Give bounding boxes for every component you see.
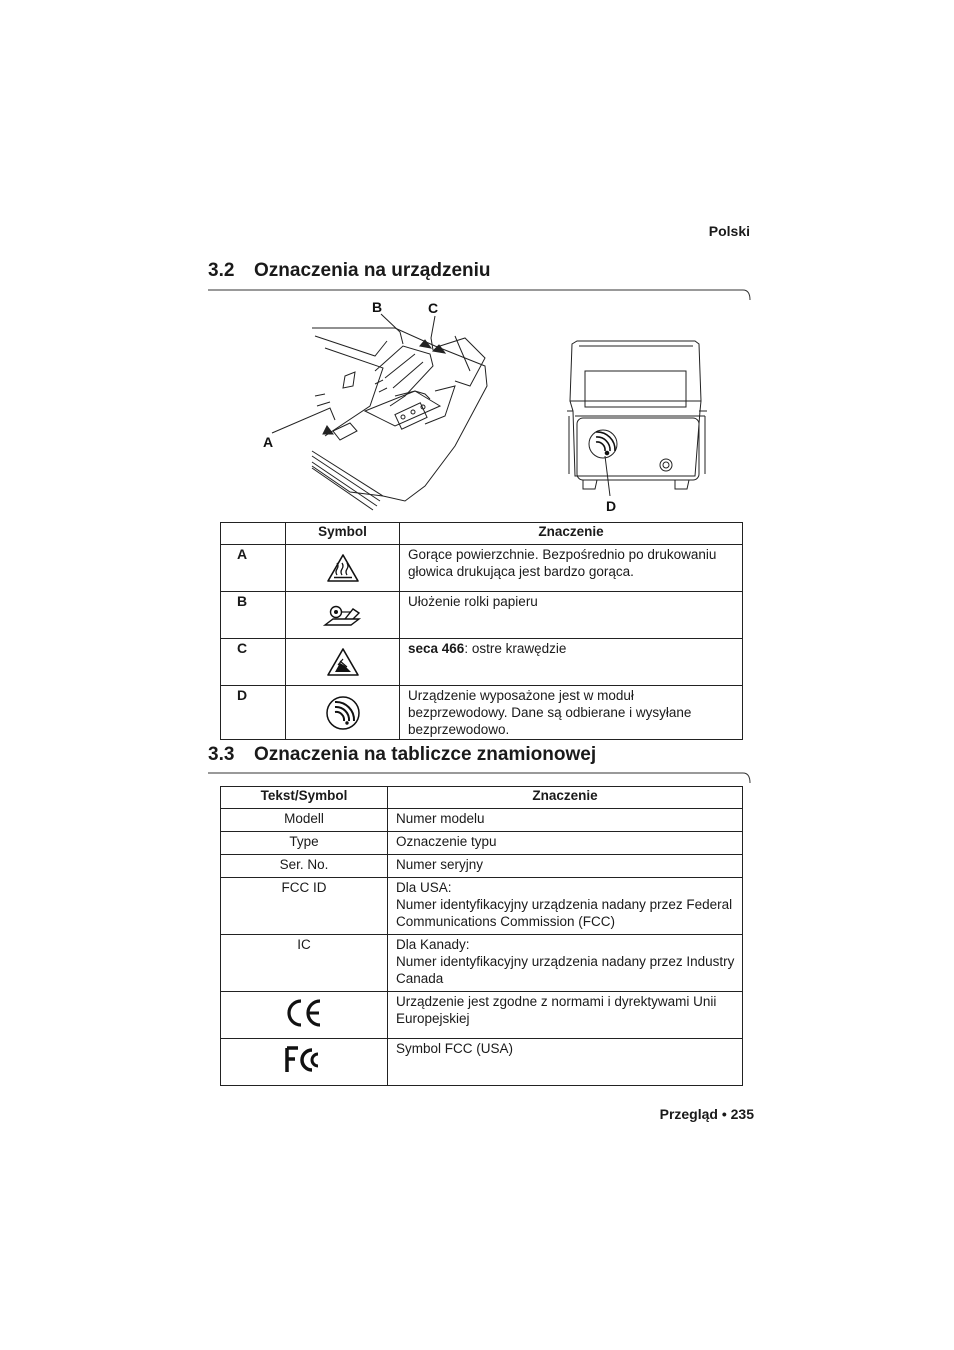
sharp-edges-icon <box>286 639 400 686</box>
col-header-key <box>221 523 286 545</box>
rating-plate-table <box>220 786 743 1086</box>
table-header-row <box>221 523 743 545</box>
section-heading-3-2 <box>208 260 491 282</box>
row-meaning <box>388 935 743 992</box>
row-meaning <box>400 639 743 686</box>
section-rule <box>208 772 751 784</box>
fcc-mark-icon <box>221 1039 388 1086</box>
row-key: C <box>221 639 286 686</box>
col-header-symbol: Symbol <box>286 523 400 545</box>
paper-roll-icon <box>286 592 400 639</box>
figure-wireless-icon <box>596 432 615 455</box>
table-row <box>221 592 743 639</box>
row-meaning-text: : ostre krawędzie <box>464 641 567 656</box>
device-figure <box>255 296 725 516</box>
figure-label-c: C <box>428 300 439 316</box>
row-meaning: Numer modelu <box>388 809 743 832</box>
row-key: D <box>221 686 286 740</box>
page-footer: Przegląd • 235 <box>659 1106 754 1122</box>
section-title-text: Oznaczenia na tabliczce znamionowej <box>254 744 597 765</box>
device-symbols-table <box>220 522 743 740</box>
row-meaning: Gorące powierzchnie. Bezpośrednio po drukowaniu głowica drukująca jest bardzo gorąca. <box>400 545 743 592</box>
row-key: A <box>221 545 286 592</box>
section-title-text: Oznaczenia na urządzeniu <box>254 260 491 281</box>
hot-surface-icon <box>286 545 400 592</box>
row-code: IC <box>221 935 388 992</box>
table-row <box>221 855 743 878</box>
table-row <box>221 545 743 592</box>
figure-label-d: D <box>606 498 617 514</box>
figure-label-b: B <box>372 299 383 315</box>
col-header-text-symbol: Tekst/Symbol <box>221 787 388 809</box>
ce-mark-icon <box>221 992 388 1039</box>
table-row <box>221 832 743 855</box>
table-row <box>221 1039 743 1086</box>
table-row <box>221 809 743 832</box>
row-meaning-line1: Dla Kanady: <box>396 937 470 952</box>
table-row <box>221 686 743 740</box>
row-meaning-line2: Numer identyfikacyjny urządzenia nadany przez Federal Communications Commission (FCC) <box>396 897 733 929</box>
col-header-meaning: Znaczenie <box>388 787 743 809</box>
leader-line-b <box>381 314 403 344</box>
row-meaning: Urządzenie jest zgodne z normami i dyrektywami Unii Europejskiej <box>388 992 743 1039</box>
section-number: 3.3 <box>208 744 235 765</box>
row-meaning-line2: Numer identyfikacyjny urządzenia nadany przez Industry Canada <box>396 954 735 986</box>
row-code: FCC ID <box>221 878 388 935</box>
row-code: Ser. No. <box>221 855 388 878</box>
model-name: seca 466 <box>408 641 465 656</box>
row-meaning-line1: Dla USA: <box>396 880 452 895</box>
table-row <box>221 639 743 686</box>
row-meaning <box>388 878 743 935</box>
wireless-icon <box>286 686 400 740</box>
language-label: Polski <box>708 223 750 239</box>
table-row <box>221 878 743 935</box>
figure-label-a: A <box>263 434 274 450</box>
table-header-row <box>221 787 743 809</box>
section-number: 3.2 <box>208 260 235 281</box>
row-meaning: Urządzenie wyposażone jest w moduł bezprzewodowy. Dane są odbierane i wysyłane bezprzewodowo. <box>400 686 743 740</box>
row-code: Type <box>221 832 388 855</box>
row-code: Modell <box>221 809 388 832</box>
printer-front-drawing <box>567 341 707 489</box>
col-header-meaning: Znaczenie <box>400 523 743 545</box>
row-meaning: Ułożenie rolki papieru <box>400 592 743 639</box>
printer-perspective-drawing <box>312 328 487 510</box>
row-meaning: Symbol FCC (USA) <box>388 1039 743 1086</box>
table-row <box>221 935 743 992</box>
row-meaning: Numer seryjny <box>388 855 743 878</box>
table-row <box>221 992 743 1039</box>
row-key: B <box>221 592 286 639</box>
row-meaning: Oznaczenie typu <box>388 832 743 855</box>
section-heading-3-3 <box>208 744 596 766</box>
